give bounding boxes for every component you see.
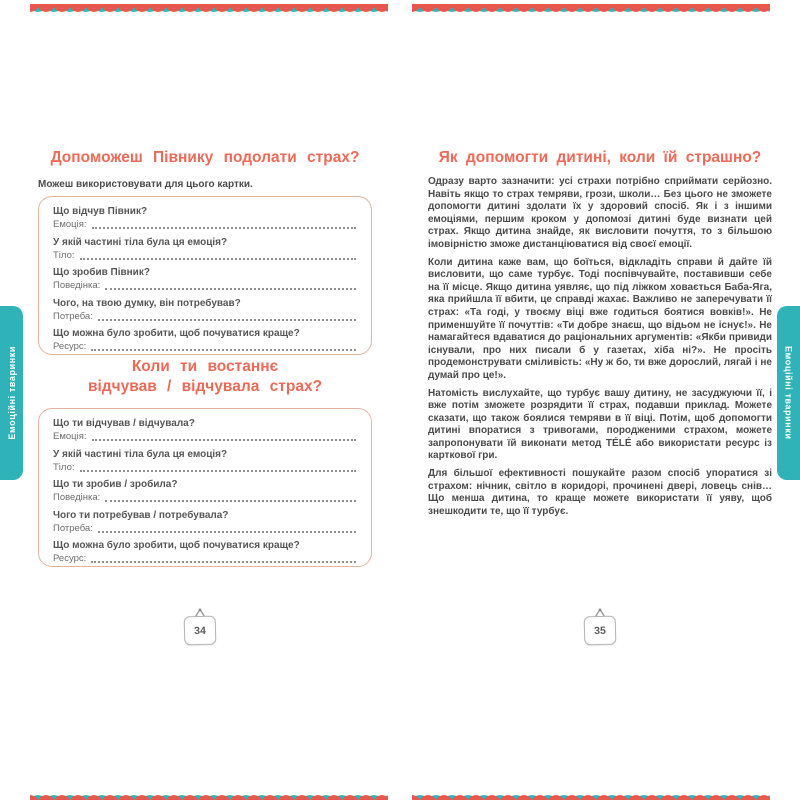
right-page-title: Як допомогти дитині, коли їй страшно? xyxy=(438,149,762,166)
form-question-row xyxy=(53,206,357,231)
left-page-title: Допоможеш Півнику подолати страх? xyxy=(50,149,360,166)
right-page-body xyxy=(428,176,772,518)
answer-label: Ресурс: xyxy=(53,341,87,352)
page-number-sign-right xyxy=(582,608,618,645)
question-text: Що ти зробив / зробила? xyxy=(53,479,178,490)
form-question-row xyxy=(53,328,357,353)
page-number: 34 xyxy=(184,616,217,646)
form-box-pivnyk xyxy=(38,196,372,355)
dotted-answer-line xyxy=(91,561,356,563)
dotted-answer-line xyxy=(80,258,357,260)
form-question-row xyxy=(53,298,357,323)
dotted-answer-line xyxy=(98,319,356,321)
answer-label: Потреба: xyxy=(53,310,93,322)
question-text: Чого ти потребував / потребувала? xyxy=(53,509,229,521)
form-question-row xyxy=(53,237,357,262)
body-paragraph: Одразу варто зазначити: усі страхи потрібно сприймати серйозно. Навіть якщо то страх темряви, грози, школи… Без цього не зможете допомогти дитині здолати їх у здоровий спосіб. Як і з іншими емоціями, першим кроком у допомозі дитині буде визнати цей страх. Якщо дитина знайде, як висловити почуття, то з більшою імовірністю зможе дистанціюватися від своєї емоції. xyxy=(428,176,772,250)
garland-trim-bottom-left xyxy=(30,787,388,800)
answer-label: Поведінка: xyxy=(53,492,101,503)
chapter-tab-left xyxy=(0,306,23,480)
chapter-tab-label: Емоційні тваринки xyxy=(6,346,17,440)
form-question-row xyxy=(53,479,357,504)
body-paragraph: Коли дитина каже вам, що боїться, відкладіть справи й дайте їй висловити, що саме турбує. Тоді поспівчувайте, поставивши себе на її місце. Якщо дитина уявляє, що під ліжком ховається Баба-Яга, яка прийшла її вбити, це справді жахає. Важливо не заперечувати її страх: «Та годі, у твоєму віці вже годиться боятися вовків!». Не применшуйте її почуттів: «Ти добре знаєш, що відьом не існує!». Не намагайтеся вдаватися до раціональних аргументів: «Якби привиди існували, про них писали б у газетах, хіба ні?». Не просіть продемонструвати сміливість: «Ну ж бо, ти вже дорослий, лягай і не думай про це!». xyxy=(428,256,772,381)
form-question-row xyxy=(53,418,357,443)
dotted-answer-line xyxy=(80,470,357,472)
form-box-personal xyxy=(38,408,372,567)
question-text: Чого, на твою думку, він потребував? xyxy=(53,297,241,309)
answer-label: Тіло: xyxy=(53,249,75,261)
question-text: Що можна було зробити, щоб почуватися краще? xyxy=(53,328,300,339)
left-page-title-2 xyxy=(38,357,372,397)
form-question-row xyxy=(53,510,357,535)
dotted-answer-line xyxy=(92,227,357,229)
body-paragraph: Натомість вислухайте, що турбує вашу дитину, не засуджуючи її, і вже потім зможете розрядити її страх, подавши приклад. Можете сказати, що також боялися темряви в її віці. Потім, щоб допомогти дитині впоратися з тривогами, породженими страхом, можете запропонувати їй виконати метод TÉLÉ або використати ресурс із карткової гри. xyxy=(428,387,772,462)
title-line-2: відчував / відчувала страх? xyxy=(87,378,323,395)
question-text: У якій частині тіла була ця емоція? xyxy=(53,448,228,460)
question-text: У якій частині тіла була ця емоція? xyxy=(53,236,228,248)
dotted-answer-line xyxy=(91,349,356,351)
page-number: 35 xyxy=(584,616,617,646)
question-text: Що відчув Півник? xyxy=(53,206,148,217)
garland-trim-bottom-right xyxy=(412,787,770,800)
answer-label: Поведінка: xyxy=(53,280,101,291)
form-question-row xyxy=(53,449,357,474)
form-question-row xyxy=(53,540,357,565)
answer-label: Тіло: xyxy=(53,461,75,473)
title-line-1: Коли ти востаннє xyxy=(131,358,279,375)
chapter-tab-right xyxy=(777,306,800,480)
garland-trim-top-left xyxy=(30,4,388,20)
dotted-answer-line xyxy=(105,500,356,502)
answer-label: Потреба: xyxy=(53,522,93,534)
garland-trim-top-right xyxy=(412,4,770,20)
left-page-intro: Можеш використовувати для цього картки. xyxy=(38,179,253,190)
answer-label: Емоція: xyxy=(53,431,87,442)
page-number-sign-left xyxy=(182,608,218,645)
question-text: Що зробив Півник? xyxy=(53,267,150,278)
body-paragraph: Для більшої ефективності пошукайте разом спосіб упоратися зі страхом: нічник, світло в коридорі, прочинені двері, ловець снів… Що менша дитина, то краще можете використати її уяву, щоб знешкодити те, що її турбує. xyxy=(428,468,772,517)
answer-label: Емоція: xyxy=(53,219,87,230)
question-text: Що можна було зробити, щоб почуватися краще? xyxy=(53,540,300,551)
question-text: Що ти відчував / відчувала? xyxy=(53,418,195,429)
chapter-tab-label: Емоційні тваринки xyxy=(783,346,794,440)
dotted-answer-line xyxy=(98,531,356,533)
dotted-answer-line xyxy=(92,439,357,441)
form-question-row xyxy=(53,267,357,292)
answer-label: Ресурс: xyxy=(53,553,87,564)
dotted-answer-line xyxy=(105,288,356,290)
